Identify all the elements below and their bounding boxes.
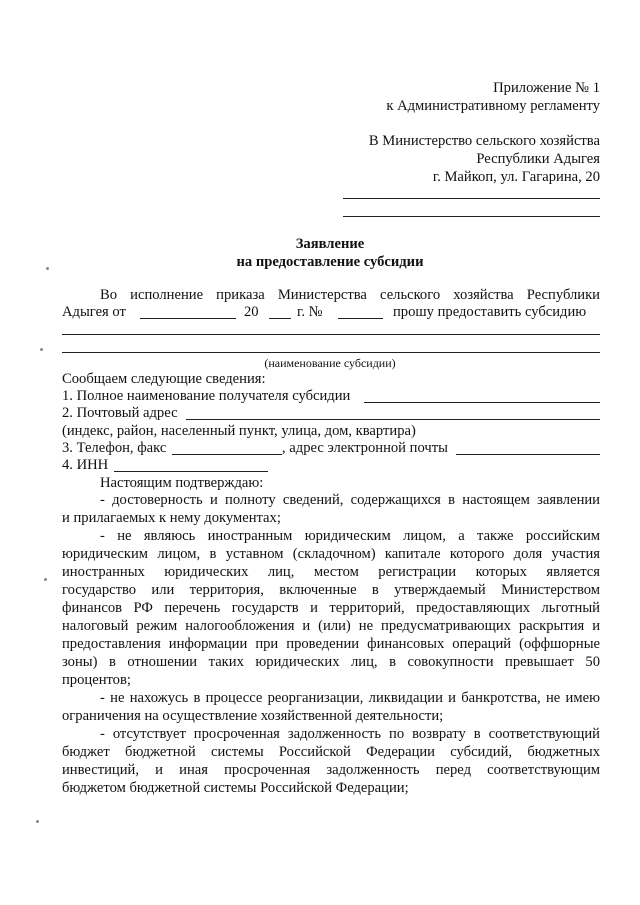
confirm-p2-line: предоставления информации при проведении финансовых операций (оффшорные xyxy=(62,636,600,652)
confirm-p2-line: зоны) в отношении таких юридических лиц, в совокупности превышает 50 xyxy=(62,654,600,670)
confirm-heading: Настоящим подтверждаю: xyxy=(100,475,264,491)
scan-speck xyxy=(46,267,49,270)
intro-line-2a: Адыгея от xyxy=(62,304,126,320)
addressee-address: г. Майкоп, ул. Гагарина, 20 xyxy=(432,169,600,185)
confirm-p2-line: финансов РФ перечень государств и территорий, предоставляющих льготный xyxy=(62,600,600,616)
confirm-p3-line: - не нахожусь в процессе реорганизации, ликвидации и банкротства, не имею xyxy=(100,690,600,706)
info-address-hint: (индекс, район, населенный пункт, улица, дом, квартира) xyxy=(62,423,416,439)
address-blank xyxy=(186,419,600,420)
addressee-line-1: В Министерство сельского хозяйства xyxy=(368,133,600,149)
intro-line-1: Во исполнение приказа Министерства сельского хозяйства Республики xyxy=(100,287,600,303)
confirm-p3-line: ограничения на осуществление хозяйственной деятельности; xyxy=(62,708,444,724)
blank-line xyxy=(343,216,600,217)
scan-speck xyxy=(36,820,39,823)
intro-line-2c: г. № xyxy=(297,304,323,320)
confirm-p2-line: налоговый режим налогообложения и (или) не предусматривающих раскрытия и xyxy=(62,618,600,634)
addressee-line-2: Республики Адыгея xyxy=(476,151,600,167)
info-item-name: 1. Полное наименование получателя субсидии xyxy=(62,388,351,404)
confirm-p1-line: - достоверность и полноту сведений, содержащихся в настоящем заявлении xyxy=(100,492,600,508)
confirm-p4-line: бюджетом бюджетной системы Российской Федерации; xyxy=(62,780,409,796)
subsidy-blank xyxy=(62,334,600,335)
email-blank xyxy=(456,454,600,455)
name-blank xyxy=(364,402,600,403)
confirm-p2-line: юридическим лицом, в уставном (складочном) капитале которого доля участия xyxy=(62,546,600,562)
intro-line-2b: 20 xyxy=(244,304,259,320)
scan-speck xyxy=(40,348,43,351)
document-title: Заявление xyxy=(295,236,365,252)
info-item-address: 2. Почтовый адрес xyxy=(62,405,178,421)
scan-speck xyxy=(44,578,47,581)
year-blank xyxy=(269,318,291,319)
confirm-p4-line: бюджет бюджетной системы Российской Федерации субсидий, бюджетных xyxy=(62,744,600,760)
appendix-number: Приложение № 1 xyxy=(493,80,600,96)
confirm-p1-line: и прилагаемых к нему документах; xyxy=(62,510,281,526)
phone-blank xyxy=(172,454,282,455)
confirm-p2-line: процентов; xyxy=(62,672,131,688)
confirm-p2-line: - не являюсь иностранным юридическим лицом, а также российским xyxy=(100,528,600,544)
date-blank xyxy=(140,318,236,319)
info-heading: Сообщаем следующие сведения: xyxy=(62,371,266,387)
blank-line xyxy=(343,198,600,199)
info-item-inn: 4. ИНН xyxy=(62,457,109,473)
confirm-p4-line: инвестиций, и иная просроченная задолженность перед соответствующим xyxy=(62,762,600,778)
info-item-phone: 3. Телефон, факс xyxy=(62,440,167,456)
confirm-p2-line: иностранных юридических лиц, местом регистрации которых является xyxy=(62,564,600,580)
subsidy-blank xyxy=(62,352,600,353)
inn-blank xyxy=(114,471,268,472)
document-subtitle: на предоставление субсидии xyxy=(236,254,424,270)
subsidy-caption: (наименование субсидии) xyxy=(264,356,396,370)
confirm-p2-line: государство или территория, включенные в утверждаемый Министерством xyxy=(62,582,600,598)
confirm-p4-line: - отсутствует просроченная задолженность по возврату в соответствующий xyxy=(100,726,600,742)
info-item-email: , адрес электронной почты xyxy=(282,440,448,456)
appendix-reference: к Административному регламенту xyxy=(386,98,600,114)
intro-line-2d: прошу предоставить субсидию xyxy=(393,304,587,320)
number-blank xyxy=(338,318,383,319)
